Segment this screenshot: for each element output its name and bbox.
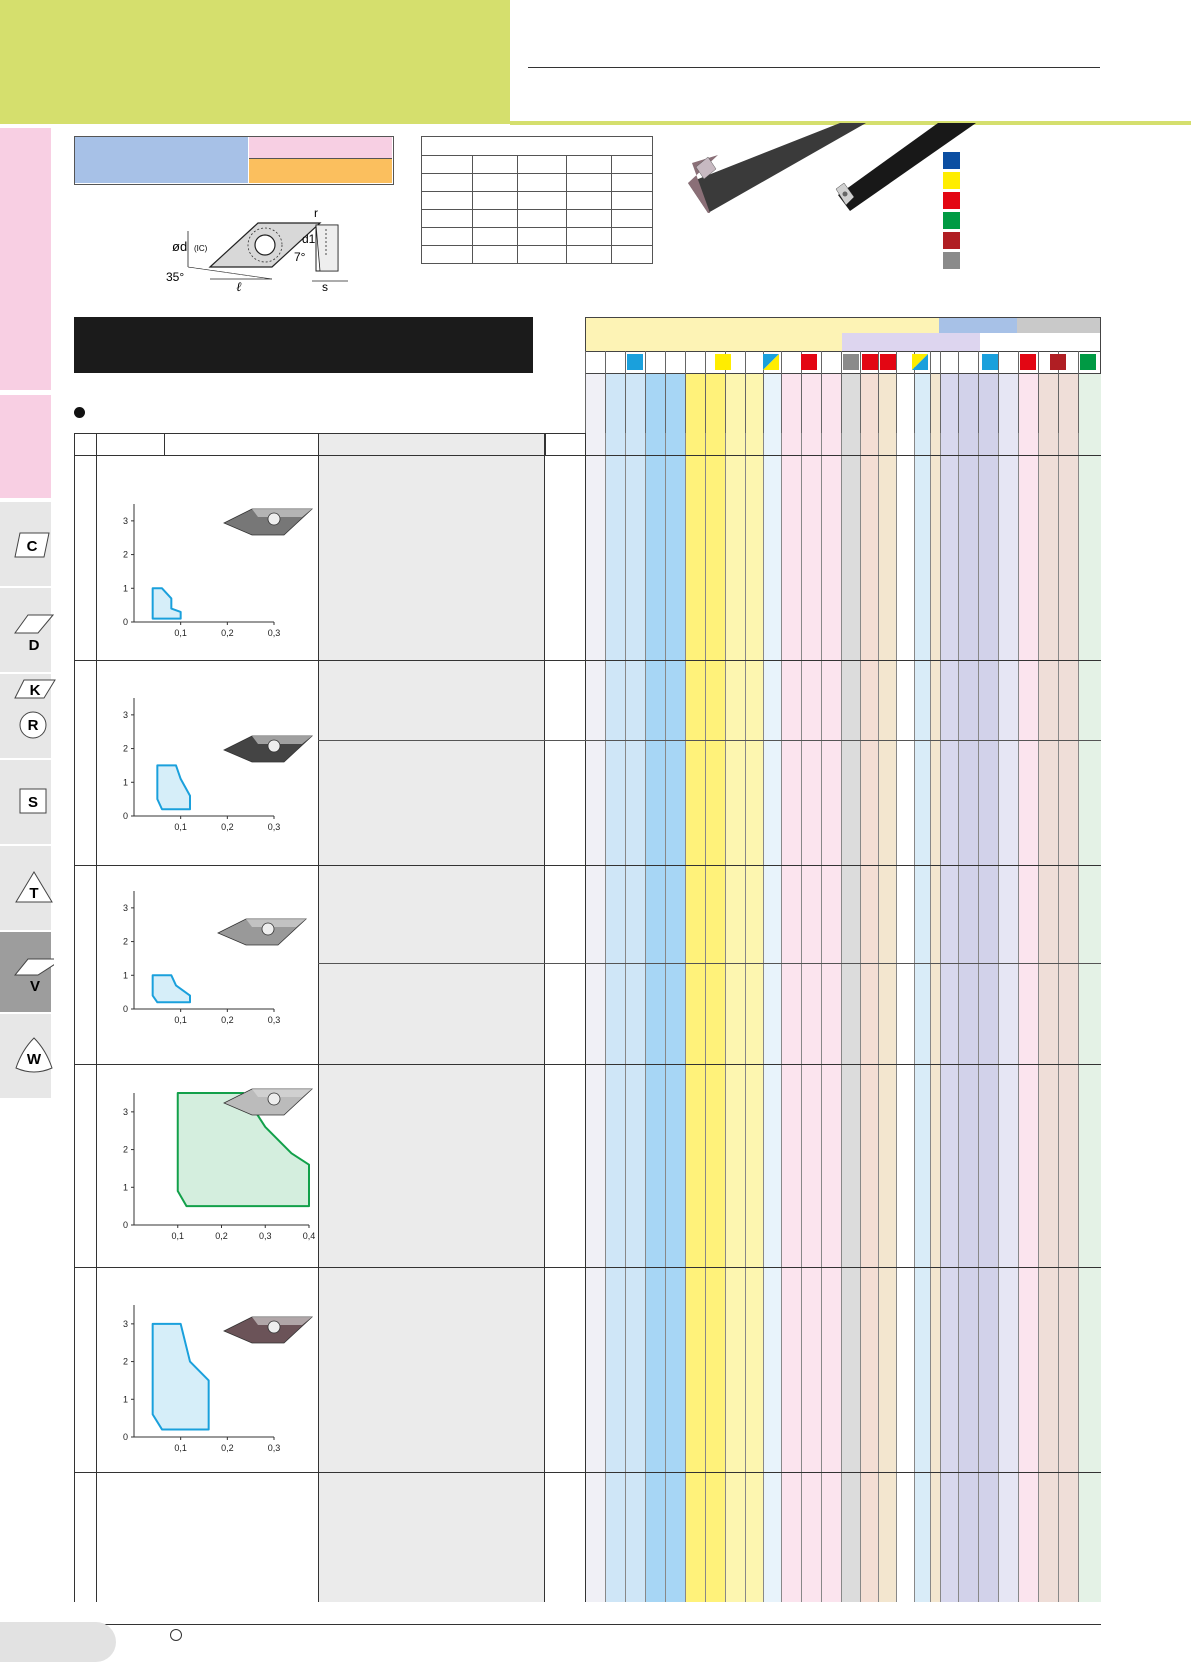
matrix-body-col-line (821, 433, 822, 1602)
y-tick-label: 0 (122, 1220, 128, 1230)
dimension-table (421, 136, 653, 264)
application-range-area (157, 765, 190, 809)
matrix-body-col-line (705, 433, 706, 1602)
matrix-body-col-line (940, 433, 941, 1602)
table-head-rule (74, 455, 1101, 456)
ic-label: (IC) (194, 244, 208, 253)
sidebar-tab-d-label: D (28, 637, 40, 654)
insert-thumbnail-photo (222, 732, 314, 768)
matrix-body-col-line (665, 433, 666, 1602)
x-tick-label: 0,3 (258, 1231, 272, 1241)
matrix-body-col (860, 433, 878, 1602)
legend-frame (74, 136, 394, 185)
corner-radius-label: r (314, 206, 318, 220)
matrix-body-col (1038, 433, 1058, 1602)
grade-marker-swatch (982, 354, 998, 370)
matrix-body-col-line (1038, 433, 1039, 1602)
matrix-body-col (930, 433, 940, 1602)
x-tick-label: 0,3 (267, 628, 281, 638)
trigon-w-icon (14, 1036, 54, 1076)
grade-marker-swatch (1050, 354, 1066, 370)
row-rule (74, 660, 1101, 661)
matrix-body-col-line (763, 433, 764, 1602)
table-head-vline (74, 433, 75, 455)
y-tick-label: 2 (122, 936, 128, 947)
x-tick-label: 0,3 (267, 1443, 281, 1453)
matrix-body-col (763, 433, 781, 1602)
grade-marker-swatch (880, 354, 896, 370)
material-swatch-blue (943, 152, 960, 169)
section-title-bar (74, 317, 533, 373)
bullet-icon (74, 407, 85, 418)
matrix-body-col (605, 433, 625, 1602)
sidebar-tab-d[interactable] (0, 586, 51, 672)
rhombus-k-icon (14, 678, 56, 702)
length-label: ℓ (236, 279, 242, 294)
x-tick-label: 0,4 (302, 1231, 316, 1241)
sidebar-tab-t[interactable] (0, 844, 51, 930)
diameter-label: ød (172, 239, 188, 254)
matrix-body-col (1018, 433, 1038, 1602)
matrix-body-col-line (930, 433, 931, 1602)
matrix-body-col (725, 433, 745, 1602)
matrix-body-col-line (878, 433, 879, 1602)
matrix-body-col (745, 433, 763, 1602)
x-tick-label: 0,2 (221, 628, 234, 638)
table-vline (318, 433, 319, 1602)
matrix-body-col (914, 433, 930, 1602)
grade-marker-swatch (715, 354, 731, 370)
table-top-rule (74, 433, 585, 434)
matrix-body-col (896, 433, 914, 1602)
matrix-body-col-line (605, 433, 606, 1602)
y-tick-label: 3 (122, 1106, 128, 1117)
x-tick-label: 0,1 (174, 1443, 187, 1453)
y-tick-label: 0 (122, 1004, 128, 1014)
application-range-area (153, 588, 181, 618)
insert-thumbnail-photo (222, 505, 314, 541)
material-swatch-yellow (943, 172, 960, 189)
grade-marker-split-icon (912, 354, 928, 370)
x-tick-label: 0,2 (221, 1015, 234, 1025)
sidebar-tab-w[interactable] (0, 1012, 51, 1098)
y-tick-label: 0 (122, 1432, 128, 1442)
y-tick-label: 1 (122, 583, 128, 594)
x-tick-label: 0,1 (174, 822, 187, 832)
matrix-body-col-line (1018, 433, 1019, 1602)
matrix-body-col-line (625, 433, 626, 1602)
grade-marker-swatch (1020, 354, 1036, 370)
y-tick-label: 1 (122, 1394, 128, 1405)
clearance-angle-label: 7° (294, 250, 306, 264)
matrix-body-col (841, 433, 860, 1602)
page-number-tab (0, 1622, 116, 1662)
copyright-circle-icon (170, 1629, 182, 1641)
sidebar-tab-s-label: S (27, 794, 39, 811)
tool-holder-photo (688, 123, 976, 223)
grade-marker-swatch (627, 354, 643, 370)
sidebar-tab-r-label: R (27, 717, 39, 734)
table-vline (544, 433, 545, 1602)
hole-diameter-label: d1 (302, 232, 316, 246)
matrix-body-col (625, 433, 645, 1602)
matrix-body-col-line (841, 433, 842, 1602)
x-tick-label: 0,3 (267, 1015, 281, 1025)
matrix-body-col-line (978, 433, 979, 1602)
matrix-body-col (878, 433, 896, 1602)
grade-marker-swatch (862, 354, 878, 370)
x-tick-label: 0,2 (215, 1231, 228, 1241)
sidebar-tab-v[interactable] (0, 930, 51, 1012)
sidebar-tab-v-label: V (29, 978, 41, 995)
matrix-body-col (978, 433, 998, 1602)
y-tick-label: 2 (122, 1356, 128, 1367)
y-tick-label: 2 (122, 1144, 128, 1155)
sidebar-tab-s[interactable] (0, 758, 51, 844)
matrix-body-col-line (781, 433, 782, 1602)
sidebar-tab-k-label: K (29, 682, 41, 699)
rhombus-d-icon (14, 614, 54, 654)
matrix-body-col (821, 433, 841, 1602)
matrix-body-col (801, 433, 821, 1602)
matrix-body-col (685, 433, 705, 1602)
thickness-label: s (322, 280, 328, 294)
sub-row-rule (318, 963, 1101, 964)
matrix-body-col (958, 433, 978, 1602)
round-r-icon (18, 710, 48, 740)
matrix-body-col (781, 433, 801, 1602)
matrix-body-col (998, 433, 1018, 1602)
y-tick-label: 1 (122, 970, 128, 981)
sidebar-section-2 (0, 395, 51, 498)
matrix-body-col-line (914, 433, 915, 1602)
insert-geometry-diagram (160, 205, 375, 295)
rhombus-v-icon (14, 958, 54, 998)
application-range-area (153, 975, 190, 1002)
square-s-icon (19, 788, 47, 816)
matrix-body-col (665, 433, 685, 1602)
rhombus-c-icon (14, 532, 50, 558)
material-swatch-darkred (943, 232, 960, 249)
matrix-body-col-line (958, 433, 959, 1602)
material-swatch-gray (943, 252, 960, 269)
application-range-area (153, 1324, 209, 1430)
row-rule (74, 1267, 1101, 1268)
insert-thumbnail-photo (222, 1313, 314, 1349)
triangle-t-icon (14, 870, 54, 904)
matrix-body-col-line (1058, 433, 1059, 1602)
matrix-header-rule (585, 351, 1101, 352)
y-tick-label: 2 (122, 743, 128, 754)
matrix-body-col-line (725, 433, 726, 1602)
x-tick-label: 0,1 (174, 1015, 187, 1025)
y-tick-label: 3 (122, 902, 128, 913)
row-rule (74, 1472, 1101, 1473)
grade-marker-swatch (1080, 354, 1096, 370)
sub-row-rule (318, 740, 1101, 741)
matrix-body-col-line (860, 433, 861, 1602)
table-vline (74, 433, 75, 1602)
cutting-range-chart (118, 883, 288, 1033)
matrix-body-col-line (645, 433, 646, 1602)
sidebar-tab-k-r[interactable] (0, 672, 51, 758)
sidebar-tab-w-label: W (26, 1051, 42, 1068)
tip-angle-label: 35° (166, 270, 185, 284)
sidebar-section-1 (0, 128, 51, 390)
y-tick-label: 1 (122, 777, 128, 788)
matrix-body-col-line (801, 433, 802, 1602)
matrix-body-col-line (998, 433, 999, 1602)
x-tick-label: 0,2 (221, 822, 234, 832)
x-tick-label: 0,1 (171, 1231, 185, 1241)
material-swatch-green (943, 212, 960, 229)
row-rule (74, 865, 1101, 866)
insert-thumbnail-photo (222, 1085, 314, 1121)
matrix-body-col (1078, 433, 1101, 1602)
insert-thumbnail-photo (216, 915, 308, 951)
sidebar-tab-c-label: C (26, 538, 38, 555)
matrix-body-col-line (896, 433, 897, 1602)
matrix-body-col (1058, 433, 1078, 1602)
table-head-vline (545, 433, 546, 455)
x-tick-label: 0,2 (221, 1443, 234, 1453)
row-rule (74, 1624, 1101, 1625)
header-band (0, 0, 510, 124)
grade-marker-swatch (801, 354, 817, 370)
table-vline (585, 433, 586, 1602)
grade-marker-split-icon (763, 354, 779, 370)
y-tick-label: 0 (122, 617, 128, 627)
sidebar-tab-c[interactable] (0, 500, 51, 586)
x-tick-label: 0,1 (174, 628, 187, 638)
y-tick-label: 0 (122, 811, 128, 821)
matrix-body-col (585, 433, 605, 1602)
description-column (318, 433, 544, 1602)
material-swatch-red (943, 192, 960, 209)
header-rule (528, 67, 1100, 68)
y-tick-label: 3 (122, 709, 128, 720)
table-head-vline (164, 433, 165, 455)
matrix-body-col (705, 433, 725, 1602)
table-vline (96, 433, 97, 1602)
y-tick-label: 3 (122, 1318, 128, 1329)
row-rule (74, 1064, 1101, 1065)
x-tick-label: 0,3 (267, 822, 281, 832)
matrix-body-col (645, 433, 665, 1602)
matrix-body-col-line (1078, 433, 1079, 1602)
y-tick-label: 3 (122, 515, 128, 526)
matrix-body-col-line (685, 433, 686, 1602)
y-tick-label: 1 (122, 1182, 128, 1193)
table-head-vline (318, 433, 319, 455)
matrix-body-col-line (745, 433, 746, 1602)
grade-marker-swatch (843, 354, 859, 370)
y-tick-label: 2 (122, 549, 128, 560)
sidebar-tab-t-label: T (29, 885, 39, 902)
matrix-body-col (940, 433, 958, 1602)
